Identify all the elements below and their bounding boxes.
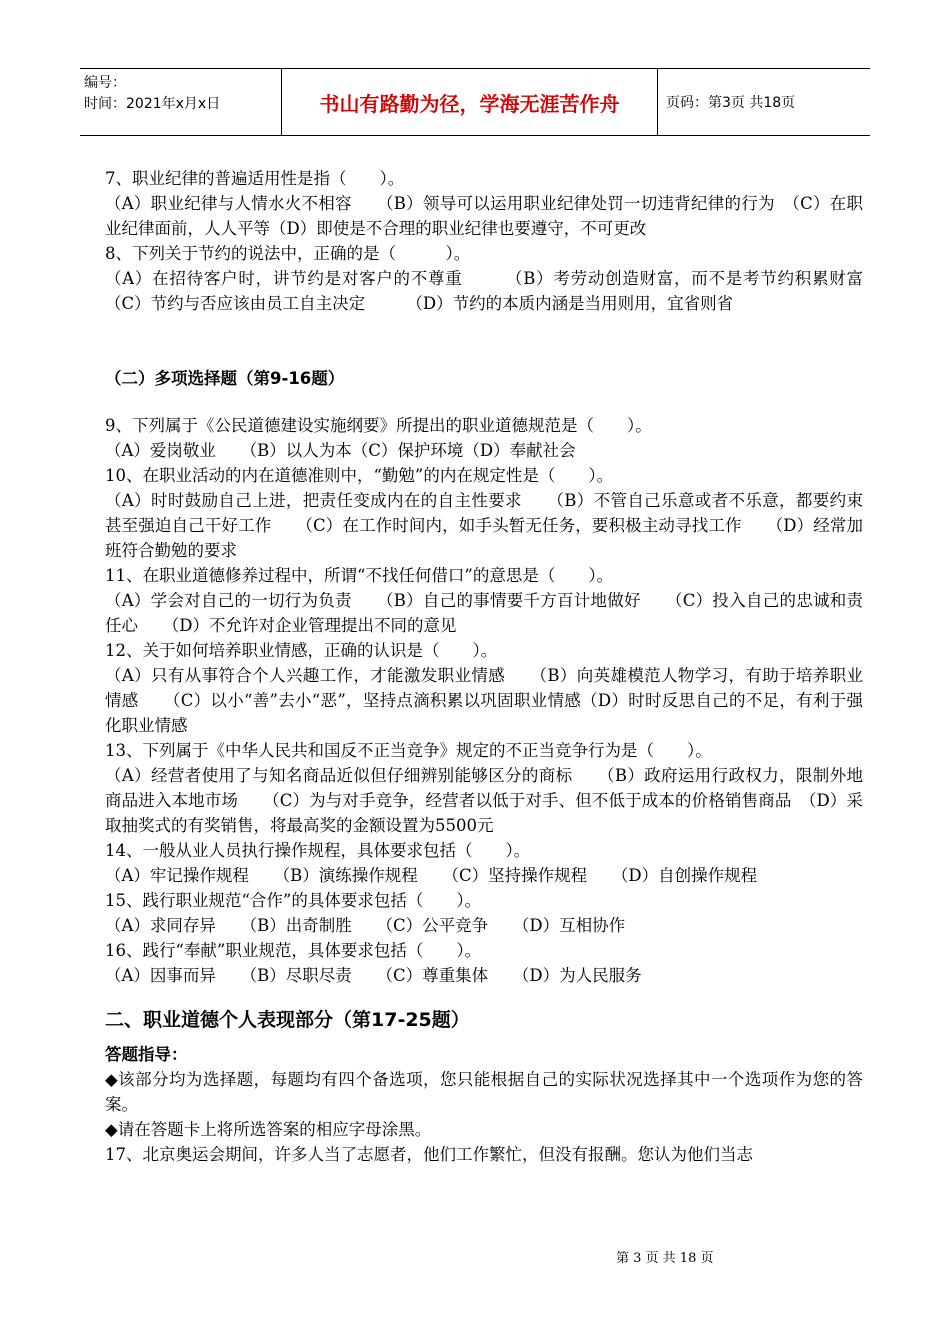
question-14-options: （A）牢记操作规程 （B）演练操作规程 （C）坚持操作规程 （D）自创操作规程 [105, 866, 758, 885]
answer-guide-item: ◆该部分均为选择题，每题均有四个备选项，您只能根据自己的实际状况选择其中一个选项作为您的答案。 [105, 1070, 863, 1114]
header-motto: 书山有路勤为径，学海无涯苦作舟 [282, 69, 658, 135]
question-11-stem: 11、在职业道德修养过程中，所谓“不找任何借口”的意思是（ ）。 [105, 566, 614, 585]
question-13-stem: 13、下列属于《中华人民共和国反不正当竞争》规定的不正当竞争行为是（ ）。 [105, 741, 712, 760]
part-2-title: 二、职业道德个人表现部分（第17-25题） [105, 1009, 470, 1031]
question-16-options: （A）因事而异 （B）尽职尽责 （C）尊重集体 （D）为人民服务 [105, 966, 642, 985]
question-15-stem: 15、践行职业规范“合作”的具体要求包括（ ）。 [105, 891, 482, 910]
question-11-options: （A）学会对自己的一切行为负责 （B）自己的事情要千方百计地做好 （C）投入自己的忠诚和责任心 （D）不允许对企业管理提出不同的意见 [105, 591, 863, 635]
question-16-stem: 16、践行“奉献”职业规范，具体要求包括（ ）。 [105, 941, 482, 960]
header-page-info: 页码：第3页 共18页 [666, 95, 796, 111]
question-12-stem: 12、关于如何培养职业情感，正确的认识是（ ）。 [105, 641, 498, 660]
question-14-stem: 14、一般从业人员执行操作规程，具体要求包括（ ）。 [105, 841, 531, 860]
question-17-stem: 17、北京奥运会期间，许多人当了志愿者，他们工作繁忙，但没有报酬。您认为他们当志 [105, 1145, 753, 1164]
question-8-options: （A）在招待客户时，讲节约是对客户的不尊重 （B）考劳动创造财富，而不是考节约积累财富 （C）节约与否应该由员工自主决定 （D）节约的本质内涵是当用则用，宜省则省 [105, 269, 896, 313]
document-number-label: 编号： [84, 75, 126, 91]
question-7-stem: 7、职业纪律的普遍适用性是指（ ）。 [105, 169, 405, 188]
question-8-stem: 8、下列关于节约的说法中，正确的是（ ）。 [105, 244, 471, 263]
question-9-options: （A）爱岗敬业 （B）以人为本（C）保护环境（D）奉献社会 [105, 441, 576, 460]
question-12-options: （A）只有从事符合个人兴趣工作，才能激发职业情感 （B）向英雄模范人物学习，有助于培养职业情感 （C）以小“善”去小“恶”，坚持点滴积累以巩固职业情感（D）时时反思自己的不足，有利于强化职业情感 [105, 666, 863, 735]
answer-guide-title: 答题指导： [105, 1045, 188, 1064]
question-10-options: （A）时时鼓励自己上进，把责任变成内在的自主性要求 （B）不管自己乐意或者不乐意，都要约束甚至强迫自己干好工作 （C）在工作时间内，如手头暂无任务，要积极主动寻找工作 （D）经常加班符合勤勉的要求 [105, 491, 863, 560]
answer-guide-item: ◆请在答题卡上将所选答案的相应字母涂黑。 [105, 1120, 432, 1139]
question-10-stem: 10、在职业活动的内在道德准则中，“勤勉”的内在规定性是（ ）。 [105, 466, 614, 485]
question-15-options: （A）求同存异 （B）出奇制胜 （C）公平竞争 （D）互相协作 [105, 916, 626, 935]
header-meta [80, 69, 282, 135]
section-multiple-choice-title: （二）多项选择题（第9-16题） [105, 369, 345, 388]
question-7-options: （A）职业纪律与人情水火不相容 （B）领导可以运用职业纪律处罚一切违背纪律的行为 （C）在职业纪律面前，人人平等（D）即使是不合理的职业纪律也要遵守，不可更改 [105, 194, 863, 238]
question-13-options: （A）经营者使用了与知名商品近似但仔细辨别能够区分的商标 （B）政府运用行政权力，限制外地商品进入本地市场 （C）为与对手竞争，经营者以低于对手、但不低于成本的价格销售商品 （D）采取抽奖式的有奖销售，将最高奖的金额设置为5500元 [105, 766, 863, 835]
page-footer: 第 3 页 共 18 页 [616, 1251, 714, 1266]
question-9-stem: 9、下列属于《公民道德建设实施纲要》所提出的职业道德规范是（ ）。 [105, 416, 652, 435]
document-body [105, 166, 896, 1167]
document-date: 时间：2021年x月x日 [84, 96, 221, 112]
page-header [80, 68, 870, 136]
